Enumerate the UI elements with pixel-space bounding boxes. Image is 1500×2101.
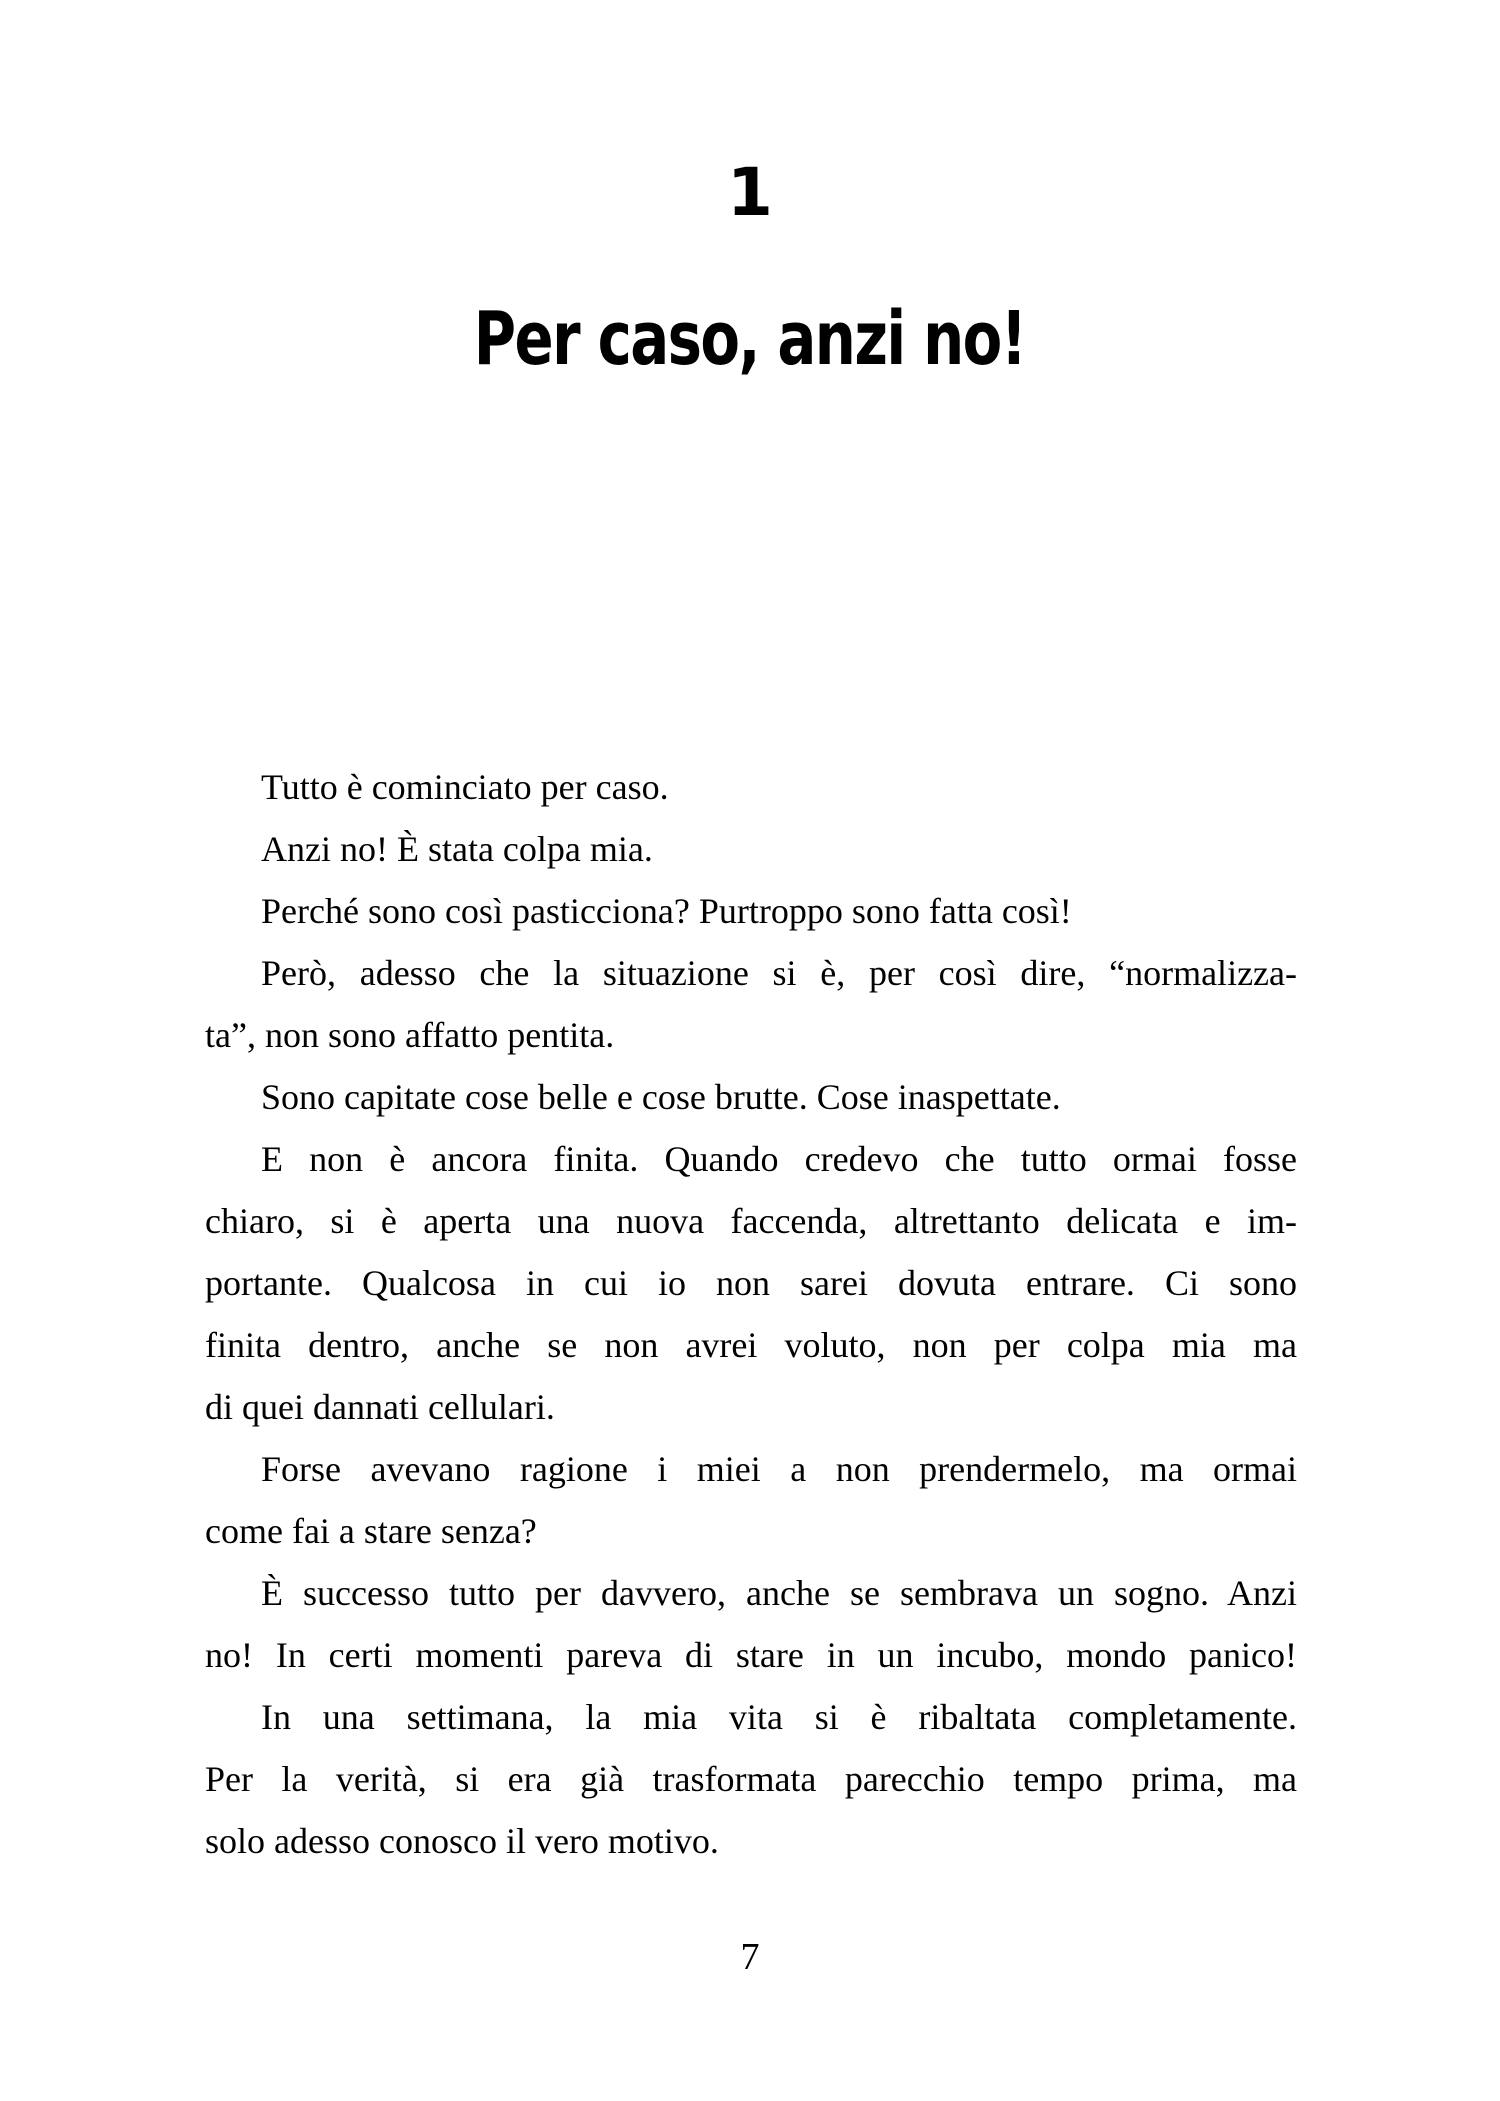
- body-text-line: Perché sono così pasticciona? Purtroppo sono fatta così!: [261, 891, 1072, 931]
- body-text-line: In una settimana, la mia vita si è ribaltata completamente.: [261, 1697, 1297, 1737]
- body-text-line: di quei dannati cellulari.: [205, 1387, 555, 1427]
- body-text-line: Per la verità, si era già trasformata parecchio tempo prima, ma: [205, 1759, 1297, 1799]
- body-text-line: come fai a stare senza?: [205, 1511, 537, 1551]
- body-text-line: ta”, non sono affatto pentita.: [205, 1015, 615, 1055]
- body-text-line: finita dentro, anche se non avrei voluto, non per colpa mia ma: [205, 1325, 1297, 1365]
- body-text: [205, 756, 1297, 1872]
- chapter-title: [0, 296, 1500, 390]
- body-text-line: E non è ancora finita. Quando credevo che tutto ormai fosse: [261, 1139, 1297, 1179]
- body-text-line: solo adesso conosco il vero motivo.: [205, 1821, 719, 1861]
- body-text-line: Anzi no! È stata colpa mia.: [261, 829, 653, 869]
- body-text-line: Forse avevano ragione i miei a non prendermelo, ma ormai: [261, 1449, 1297, 1489]
- body-text-line: no! In certi momenti pareva di stare in un incubo, mondo panico!: [205, 1635, 1297, 1675]
- body-text-line: portante. Qualcosa in cui io non sarei dovuta entrare. Ci sono: [205, 1263, 1297, 1303]
- page-number: 7: [740, 1936, 760, 1978]
- body-text-line: Tutto è cominciato per caso.: [261, 767, 669, 807]
- body-text-line: È successo tutto per davvero, anche se sembrava un sogno. Anzi: [261, 1573, 1297, 1613]
- chapter-title-text: Per caso, anzi no!: [474, 296, 1026, 382]
- body-text-line: Però, adesso che la situazione si è, per così dire, “normalizza-: [261, 953, 1297, 993]
- chapter-number: 1: [727, 154, 773, 231]
- body-text-line: Sono capitate cose belle e cose brutte. Cose inaspettate.: [261, 1077, 1061, 1117]
- body-text-line: chiaro, si è aperta una nuova faccenda, altrettanto delicata e im-: [205, 1201, 1297, 1241]
